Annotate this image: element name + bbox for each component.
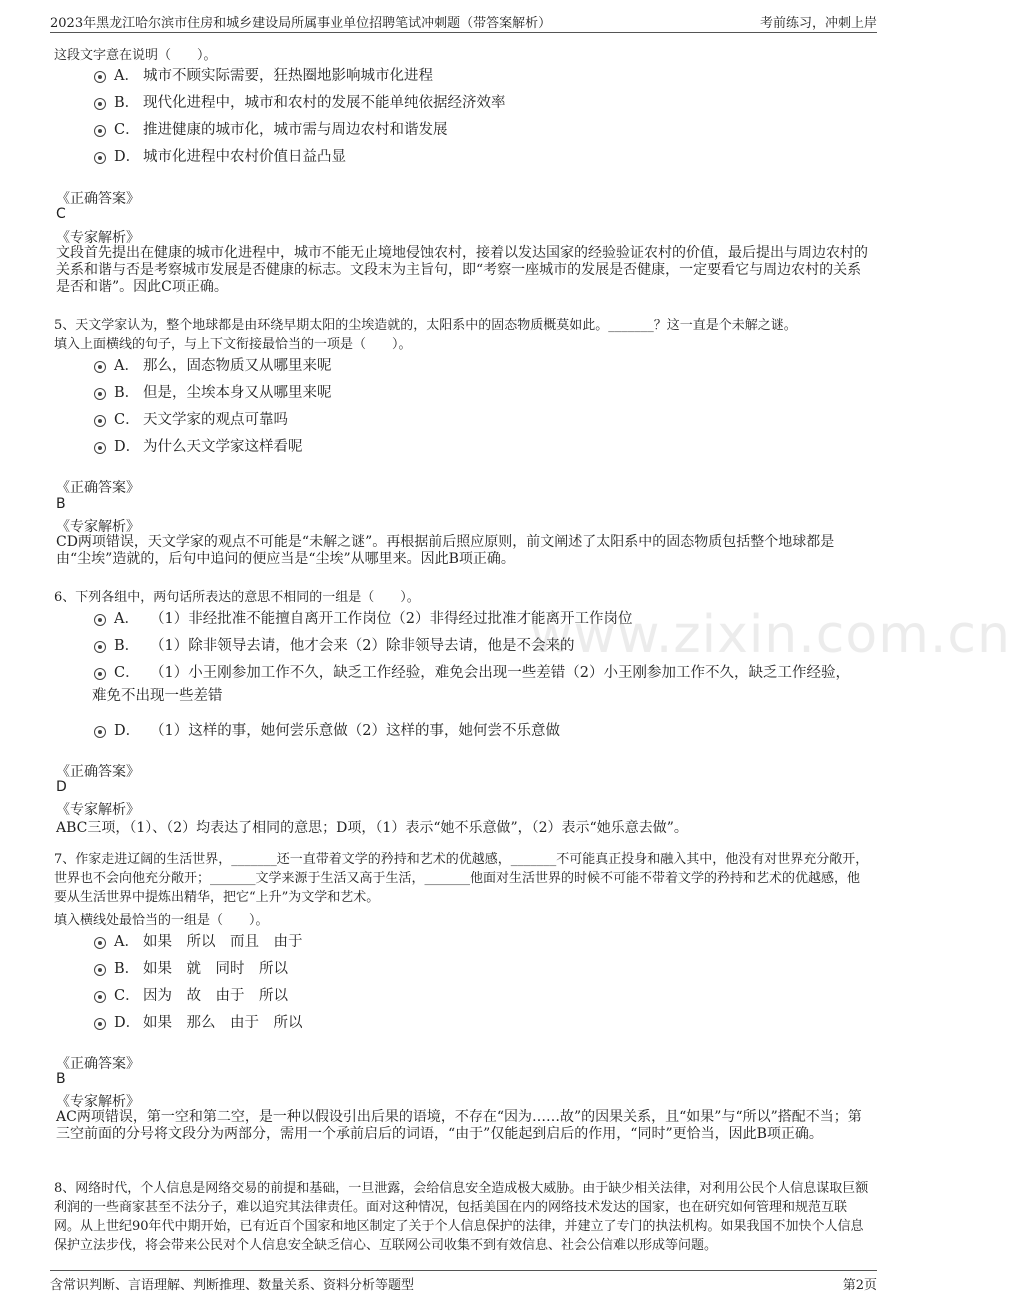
q4-option-b[interactable] <box>0 91 900 111</box>
option-text: 推进健康的城市化，城市需与周边农村和谐发展 <box>143 122 448 138</box>
q6-option-a[interactable] <box>0 607 900 627</box>
q7-option-a[interactable] <box>0 930 900 950</box>
radio-icon[interactable] <box>94 937 106 949</box>
option-letter: D． <box>114 439 141 455</box>
q4-answer-label: 《正确答案》 <box>56 191 140 207</box>
q4-option-a[interactable] <box>0 64 900 84</box>
option-text: （1）非经批准不能擅自离开工作岗位（2）非得经过批准才能离开工作岗位 <box>150 611 633 627</box>
q4-analysis: 文段首先提出在健康的城市化进程中，城市不能无止境地侵蚀农村，接着以发达国家的经验验证农村的价值，最后提出与周边农村的关系和谐与否是考察城市发展是否健康的标志。文段末为主旨句，即“考察一座城市的发展是否健康，一定要看它与周边农村的关系是否和谐”。因此C项正确。 <box>56 245 868 295</box>
q6-stem: 6、下列各组中，两句话所表达的意思不相同的一组是（ ）。 <box>54 590 420 605</box>
q7-analysis: AC两项错误，第一空和第二空，是一种以假设引出后果的语境，不存在“因为……故”的因果关系，且“如果”与“所以”搭配不当；第三空前面的分号将文段分为两部分，需用一个承前启后的词语，“由于”仅能起到启后的作用，“同时”更恰当，因此B项正确。 <box>56 1109 862 1142</box>
page-header <box>50 10 877 33</box>
radio-icon[interactable] <box>94 614 106 626</box>
q5-option-d[interactable] <box>0 435 900 455</box>
watermark: www.zixin.com.cn <box>530 605 1011 665</box>
page-footer <box>50 1270 877 1295</box>
option-letter: B． <box>114 385 140 401</box>
header-title: 2023年黑龙江哈尔滨市住房和城乡建设局所属事业单位招聘笔试冲刺题（带答案解析） <box>50 16 552 31</box>
q5-answer-label: 《正确答案》 <box>56 480 140 496</box>
radio-icon[interactable] <box>94 668 106 680</box>
radio-icon[interactable] <box>94 964 106 976</box>
radio-icon[interactable] <box>94 641 106 653</box>
q5-option-b[interactable] <box>0 381 900 401</box>
radio-icon[interactable] <box>94 991 106 1003</box>
option-text: 如果 就 同时 所以 <box>143 961 288 977</box>
option-text: 天文学家的观点可靠吗 <box>143 412 288 428</box>
q7-stem-line2: 填入横线处最恰当的一组是（ ）。 <box>54 913 269 928</box>
q7-option-d[interactable] <box>0 1011 900 1031</box>
q6-answer: D <box>56 779 67 795</box>
option-text: （1）除非领导去请，他才会来（2）除非领导去请，他是不会来的 <box>150 638 575 654</box>
q5-analysis: CD两项错误，天文学家的观点不可能是“未解之谜”。再根据前后照应原则，前文阐述了太阳系中的固态物质包括整个地球都是由“尘埃”造就的，后句中追问的便应当是“尘埃”从哪里来。因此B项正确。 <box>56 534 835 567</box>
option-letter: C． <box>114 988 140 1004</box>
radio-icon[interactable] <box>94 388 106 400</box>
option-letter: A． <box>114 934 139 950</box>
q4-stem-tail: 这段文字意在说明（ ）。 <box>54 48 217 63</box>
q6-option-b[interactable] <box>0 634 900 654</box>
radio-icon[interactable] <box>94 442 106 454</box>
q6-option-d[interactable] <box>0 719 900 739</box>
header-slogan: 考前练习，冲刺上岸 <box>759 16 877 31</box>
q6-option-c[interactable] <box>0 661 900 705</box>
option-letter: A． <box>114 68 139 84</box>
option-text: 但是，尘埃本身又从哪里来呢 <box>143 385 332 401</box>
radio-icon[interactable] <box>94 125 106 137</box>
q7-answer-label: 《正确答案》 <box>56 1056 140 1072</box>
q6-answer-label: 《正确答案》 <box>56 764 140 780</box>
option-letter: A． <box>114 358 139 374</box>
option-text: 那么，固态物质又从哪里来呢 <box>143 358 332 374</box>
q5-stem: 5、天文学家认为，整个地球都是由环绕早期太阳的尘埃造就的，太阳系中的固态物质概莫如此。_______？这一直是个未解之谜。 <box>54 318 797 333</box>
option-text: 现代化进程中，城市和农村的发展不能单纯依据经济效率 <box>143 95 506 111</box>
option-letter: C． <box>114 665 140 681</box>
q5-option-a[interactable] <box>0 354 900 374</box>
option-letter: D． <box>114 723 141 739</box>
q6-analysis-label: 《专家解析》 <box>56 802 140 818</box>
radio-icon[interactable] <box>94 415 106 427</box>
option-letter: B． <box>114 638 140 654</box>
option-letter: C． <box>114 122 140 138</box>
q5-option-c[interactable] <box>0 408 900 428</box>
q5-answer: B <box>56 496 66 512</box>
option-text: （1）这样的事，她何尝乐意做（2）这样的事，她何尝不乐意做 <box>150 723 560 739</box>
q4-option-c[interactable] <box>0 118 900 138</box>
option-text: （1）小王刚参加工作不久，缺乏工作经验，难免会出现一些差错（2）小王刚参加工作不久，缺乏工作经验， <box>150 665 850 681</box>
option-text: 城市化进程中农村价值日益凸显 <box>143 149 346 165</box>
q4-option-d[interactable] <box>0 145 900 165</box>
radio-icon[interactable] <box>94 361 106 373</box>
option-text: 如果 那么 由于 所以 <box>143 1015 303 1031</box>
q7-analysis-label: 《专家解析》 <box>56 1094 140 1110</box>
option-letter: B． <box>114 961 140 977</box>
q7-option-c[interactable] <box>0 984 900 1004</box>
page-number: 第2页 <box>842 1278 877 1293</box>
option-text: 城市不顾实际需要，狂热圈地影响城市化进程 <box>143 68 433 84</box>
option-letter: D． <box>114 149 141 165</box>
radio-icon[interactable] <box>94 1018 106 1030</box>
option-text: 为什么天文学家这样看呢 <box>143 439 303 455</box>
option-letter: D． <box>114 1015 141 1031</box>
q5-stem-line2: 填入上面横线的句子，与上下文衔接最恰当的一项是（ ）。 <box>54 337 412 352</box>
radio-icon[interactable] <box>94 71 106 83</box>
option-letter: B． <box>114 95 140 111</box>
radio-icon[interactable] <box>94 726 106 738</box>
q7-answer: B <box>56 1071 66 1087</box>
q6-analysis: ABC三项，（1）、（2）均表达了相同的意思；D项，（1）表示“她不乐意做”，（2）表示“她乐意去做”。 <box>56 820 688 836</box>
footer-note: 含常识判断、言语理解、判断推理、数量关系、资料分析等题型 <box>50 1278 415 1293</box>
radio-icon[interactable] <box>94 152 106 164</box>
option-text-cont: 难免不出现一些差错 <box>92 688 223 704</box>
q7-option-b[interactable] <box>0 957 900 977</box>
option-text: 因为 故 由于 所以 <box>143 988 288 1004</box>
option-text: 如果 所以 而且 由于 <box>143 934 303 950</box>
option-letter: C． <box>114 412 140 428</box>
q4-analysis-label: 《专家解析》 <box>56 230 140 246</box>
q8-stem: 8、网络时代，个人信息是网络交易的前提和基础，一旦泄露，会给信息安全造成极大威胁。由于缺少相关法律，对利用公民个人信息谋取巨额利润的一些商家甚至不法分子，难以追究其法律责任。面对这种情况，包括美国在内的网络技术发达的国家，也在研究如何管理和规范互联网。从上世纪90年代中期开始，已有近百个国家和地区制定了关于个人信息保护的法律，并建立了专门的执法机构。如果我国不加快个人信息保护立法步伐，将会带来公民对个人信息安全缺乏信心、互联网公司收集不到有效信息、社会公信难以形成等问题。 <box>54 1181 869 1253</box>
option-letter: A． <box>114 611 139 627</box>
q4-answer: C <box>56 206 66 222</box>
radio-icon[interactable] <box>94 98 106 110</box>
q7-stem: 7、作家走进辽阔的生活世界，_______还一直带着文学的矜持和艺术的优越感，_______不可能真正投身和融入其中，他没有对世界充分敞开，世界也不会向他充分敞开；_______文学来源于生活又高于生活，_______他面对生活世界的时候不可能不带着文学的矜持和艺术的优越感，他要从生活世界中提炼出精华，把它“上升”为文学和艺术。 <box>54 852 869 905</box>
q5-analysis-label: 《专家解析》 <box>56 519 140 535</box>
